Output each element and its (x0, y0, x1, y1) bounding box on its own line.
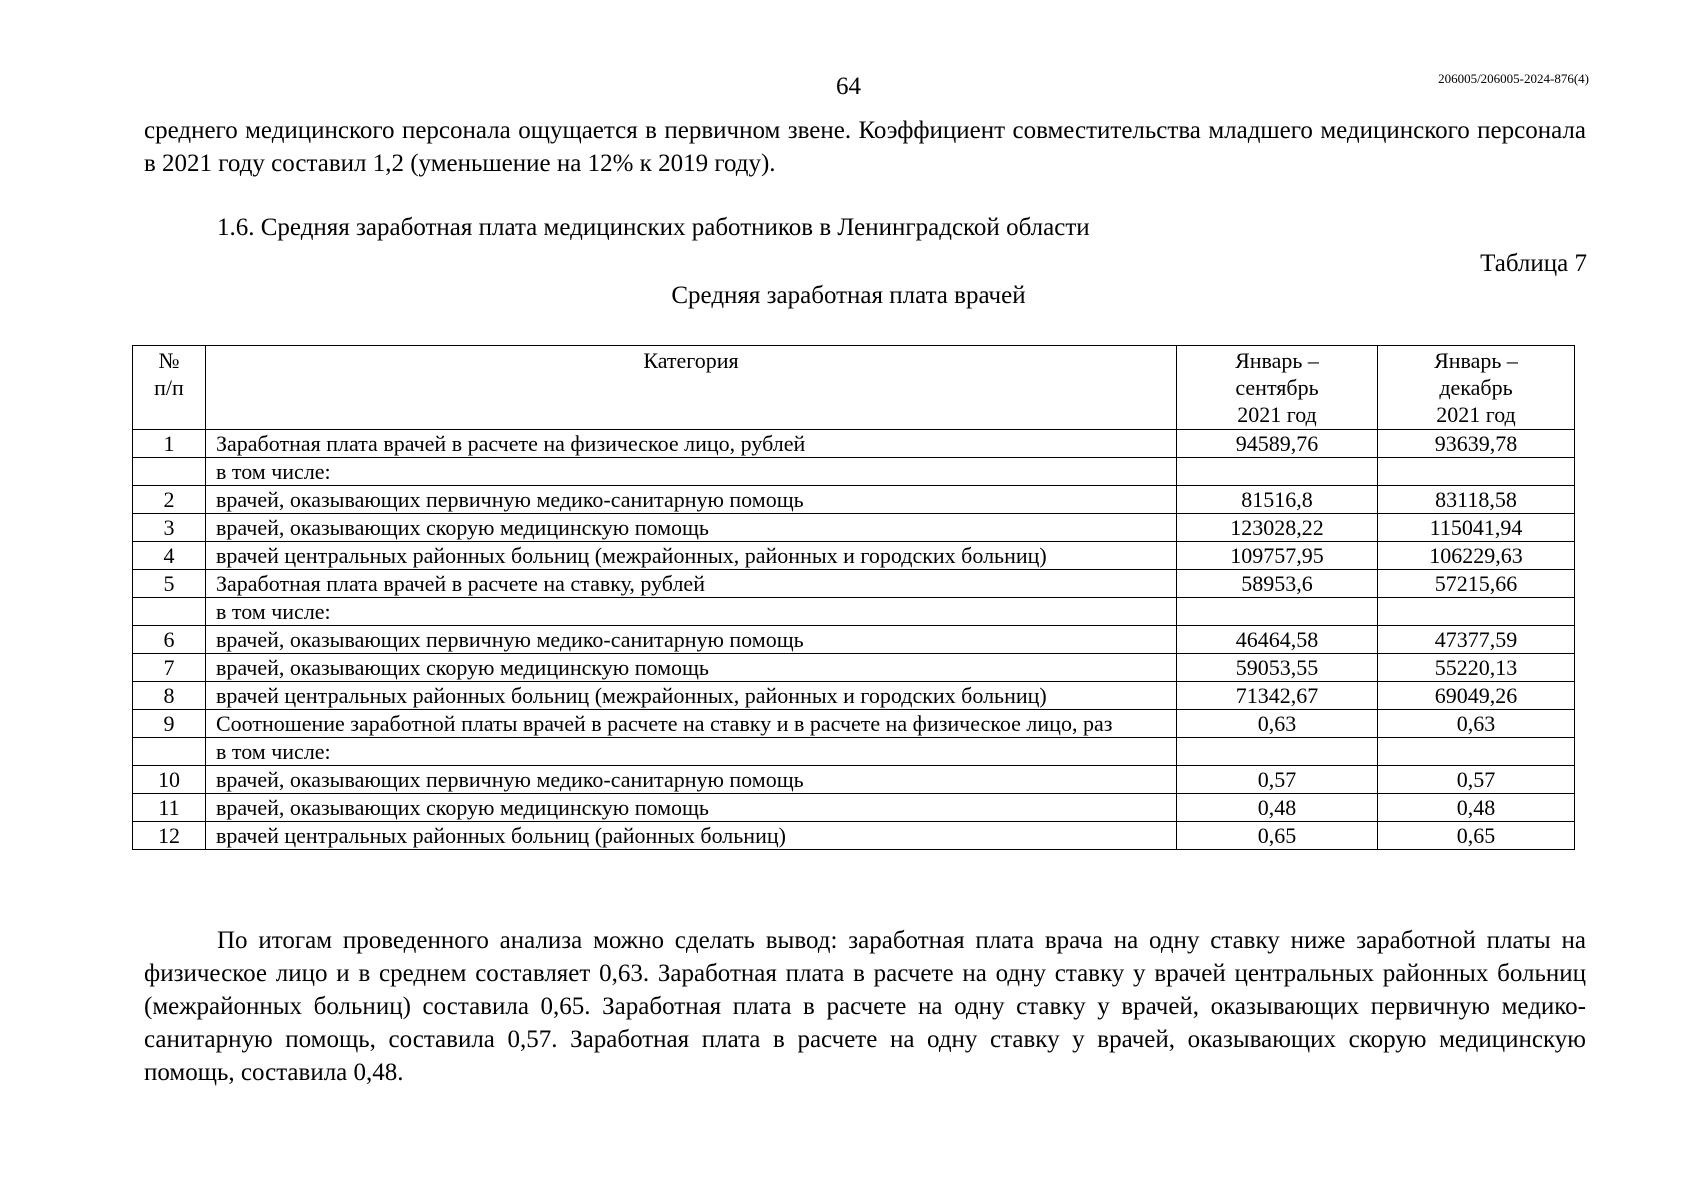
row-value-jan-sep: 0,57 (1177, 766, 1378, 794)
row-value-jan-dec: 69049,26 (1378, 682, 1575, 710)
row-value-jan-sep: 71342,67 (1177, 682, 1378, 710)
header-num-line: п/п (154, 375, 184, 400)
row-category: врачей, оказывающих первичную медико-санитарную помощь (206, 626, 1177, 654)
row-number (133, 598, 206, 626)
header-period-2 (1378, 346, 1575, 430)
row-value-jan-dec: 57215,66 (1378, 570, 1575, 598)
section-heading: 1.6. Средняя заработная плата медицинских работников в Ленинградской области (217, 214, 1090, 241)
row-category: в том числе: (206, 738, 1177, 766)
row-category: врачей, оказывающих первичную медико-санитарную помощь (206, 486, 1177, 514)
header-num (133, 346, 206, 430)
row-category: в том числе: (206, 458, 1177, 486)
table-row (133, 570, 1575, 598)
header-period-2-line: Январь – (1434, 348, 1518, 373)
table-row (133, 822, 1575, 850)
row-value-jan-dec: 0,57 (1378, 766, 1575, 794)
row-category: врачей центральных районных больниц (межрайонных, районных и городских больниц) (206, 682, 1177, 710)
table-row (133, 654, 1575, 682)
table-label: Таблица 7 (1480, 250, 1587, 277)
row-category: врачей, оказывающих скорую медицинскую помощь (206, 514, 1177, 542)
conclusion-paragraph: По итогам проведенного анализа можно сделать вывод: заработная плата врача на одну ставку ниже заработной платы на физическое лицо и в среднем составляет 0,63. Заработная плата в расчете на одну ставку у врачей центральных районных больниц (межрайонных больниц) составила 0,65. Заработная плата в расчете на одну ставку у врачей, оказывающих первичную медико-санитарную помощь, составила 0,57. Заработная плата в расчете на одну ставку у врачей, оказывающих скорую медицинскую помощь, составила 0,48. (144, 927, 1586, 1086)
row-number: 5 (133, 570, 206, 598)
row-value-jan-dec: 93639,78 (1378, 430, 1575, 458)
row-number: 1 (133, 430, 206, 458)
row-value-jan-sep (1177, 598, 1378, 626)
row-value-jan-dec: 47377,59 (1378, 626, 1575, 654)
row-value-jan-sep: 123028,22 (1177, 514, 1378, 542)
row-category: врачей центральных районных больниц (межрайонных, районных и городских больниц) (206, 542, 1177, 570)
row-value-jan-dec (1378, 458, 1575, 486)
row-value-jan-sep: 81516,8 (1177, 486, 1378, 514)
page-number: 64 (836, 73, 861, 100)
intro-paragraph: среднего медицинского персонала ощущается в первичном звене. Коэффициент совместительства младшего медицинского персонала в 2021 году составил 1,2 (уменьшение на 12% к 2019 году). (144, 117, 1586, 177)
row-number: 6 (133, 626, 206, 654)
row-value-jan-sep: 46464,58 (1177, 626, 1378, 654)
row-number: 7 (133, 654, 206, 682)
row-value-jan-sep (1177, 458, 1378, 486)
row-category: врачей, оказывающих скорую медицинскую помощь (206, 794, 1177, 822)
row-number: 8 (133, 682, 206, 710)
header-period-1-line: Январь – (1235, 348, 1319, 373)
row-number: 4 (133, 542, 206, 570)
table-row (133, 542, 1575, 570)
row-value-jan-sep (1177, 738, 1378, 766)
header-num-line: № (158, 348, 180, 373)
header-period-1 (1177, 346, 1378, 430)
table-row (133, 794, 1575, 822)
header-period-2-line: декабрь (1439, 375, 1513, 400)
row-value-jan-dec: 0,63 (1378, 710, 1575, 738)
table-row (133, 626, 1575, 654)
table-row (133, 682, 1575, 710)
row-value-jan-dec (1378, 598, 1575, 626)
row-number: 2 (133, 486, 206, 514)
header-period-1-line: 2021 год (1237, 402, 1317, 427)
row-number: 9 (133, 710, 206, 738)
row-number: 3 (133, 514, 206, 542)
row-value-jan-sep: 59053,55 (1177, 654, 1378, 682)
row-value-jan-sep: 0,63 (1177, 710, 1378, 738)
row-number: 11 (133, 794, 206, 822)
table-row (133, 514, 1575, 542)
row-number: 10 (133, 766, 206, 794)
table-row (133, 598, 1575, 626)
row-number: 12 (133, 822, 206, 850)
row-value-jan-sep: 58953,6 (1177, 570, 1378, 598)
row-value-jan-sep: 94589,76 (1177, 430, 1378, 458)
row-value-jan-dec (1378, 738, 1575, 766)
row-category: в том числе: (206, 598, 1177, 626)
row-value-jan-dec: 0,48 (1378, 794, 1575, 822)
row-number (133, 458, 206, 486)
row-number (133, 738, 206, 766)
table-title: Средняя заработная плата врачей (671, 282, 1026, 309)
row-category: врачей центральных районных больниц (районных больниц) (206, 822, 1177, 850)
header-period-2-line: 2021 год (1436, 402, 1516, 427)
table-row (133, 766, 1575, 794)
salary-table (132, 345, 1575, 850)
row-category: Заработная плата врачей в расчете на ставку, рублей (206, 570, 1177, 598)
row-value-jan-sep: 109757,95 (1177, 542, 1378, 570)
row-value-jan-dec: 106229,63 (1378, 542, 1575, 570)
table-row (133, 710, 1575, 738)
table-body (133, 430, 1575, 850)
table-row (133, 738, 1575, 766)
document-code: 206005/206005-2024-876(4) (1438, 71, 1589, 86)
row-value-jan-sep: 0,48 (1177, 794, 1378, 822)
row-category: врачей, оказывающих первичную медико-санитарную помощь (206, 766, 1177, 794)
table-row (133, 430, 1575, 458)
table-row (133, 458, 1575, 486)
table-header-row (133, 346, 1575, 430)
row-category: Соотношение заработной платы врачей в расчете на ставку и в расчете на физическое лицо, раз (206, 710, 1177, 738)
row-category: врачей, оказывающих скорую медицинскую помощь (206, 654, 1177, 682)
row-category: Заработная плата врачей в расчете на физическое лицо, рублей (206, 430, 1177, 458)
row-value-jan-sep: 0,65 (1177, 822, 1378, 850)
header-category: Категория (206, 346, 1177, 430)
row-value-jan-dec: 115041,94 (1378, 514, 1575, 542)
header-period-1-line: сентябрь (1235, 375, 1319, 400)
table-row (133, 486, 1575, 514)
row-value-jan-dec: 55220,13 (1378, 654, 1575, 682)
row-value-jan-dec: 0,65 (1378, 822, 1575, 850)
row-value-jan-dec: 83118,58 (1378, 486, 1575, 514)
